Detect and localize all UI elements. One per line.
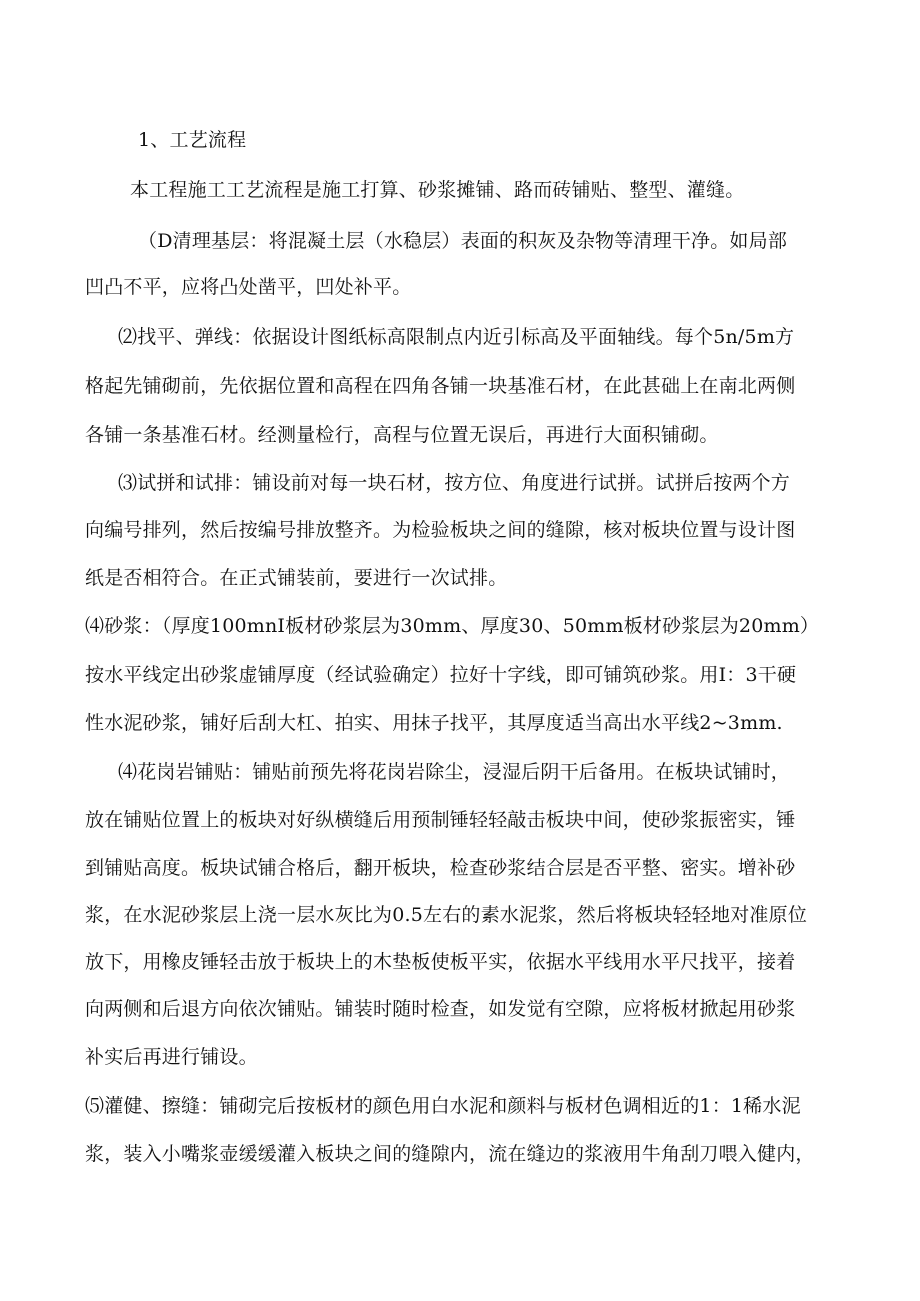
text-line: 到铺贴高度。板块试铺合格后，翻开板块，检查砂浆结合层是否平整、密实。增补砂 — [85, 857, 796, 879]
text-line: 各铺一条基准石材。经测量检行，高程与位置无误后，再进行大面积铺砌。 — [85, 424, 719, 446]
text-line: 性水泥砂浆，铺好后刮大杠、拍实、用抹子找平，其厚度适当高出水平线2~3mm. — [85, 712, 783, 734]
text-line: （D清理基层：将混凝土层（水稳层）表面的积灰及杂物等清理干净。如局部 — [138, 230, 788, 252]
text-line: 向两侧和后退方向依次铺贴。铺装时随时检查，如发觉有空隙，应将板材掀起用砂浆 — [85, 998, 796, 1020]
text-line: ⑷砂浆：（厚度100mnI板材砂浆层为30mm、厚度30、50mm板材砂浆层为20mm） — [85, 615, 820, 637]
text-line: 向编号排列，然后按编号排放整齐。为检验板块之间的缝隙，核对板块位置与设计图 — [85, 519, 796, 541]
text-line: ⑶试拼和试排：铺设前对每一块石材，按方位、角度进行试拼。试拼后按两个方 — [118, 472, 791, 494]
text-line: 浆，在水泥砂浆层上浇一层水灰比为0.5左右的素水泥浆，然后将板块轻轻地对准原位 — [85, 904, 808, 926]
text-line: 补实后再进行铺设。 — [85, 1046, 258, 1068]
text-line: ⑷花岗岩铺贴：铺贴前预先将花岗岩除尘，浸湿后阴干后备用。在板块试铺时， — [118, 761, 791, 783]
text-line: 格起先铺砌前，先依据位置和高程在四角各铺一块基准石材，在此甚础上在南北两侧 — [85, 375, 796, 397]
text-line: 纸是否相符合。在正式铺装前，要进行一次试排。 — [85, 567, 508, 589]
section-heading: 1、工艺流程 — [138, 129, 247, 151]
text-line: 本工程施工工艺流程是施工打算、砂浆摊铺、路而砖铺贴、整型、灌缝。 — [130, 179, 745, 201]
text-line: 放在铺贴位置上的板块对好纵横缝后用预制锤轻轻敲击板块中间，使砂浆振密实，锤 — [85, 809, 796, 831]
text-line: 放下，用橡皮锤轻击放于板块上的木垫板使板平实，依据水平线用水平尺找平，接着 — [85, 951, 796, 973]
text-line: ⑸灌健、擦缝：铺砌完后按板材的颜色用白水泥和颜料与板材色调相近的1：1稀水泥 — [85, 1095, 801, 1117]
text-line: ⑵找平、弹线：依据设计图纸标高限制点内近引标高及平面轴线。每个5n∕5m方 — [118, 326, 795, 348]
text-line: 浆，装入小嘴浆壶缓缓灌入板块之间的缝隙内，流在缝边的浆液用牛角刮刀喂入健内， — [85, 1143, 815, 1165]
text-line: 凹凸不平，应将凸处凿平，凹处补平。 — [85, 276, 412, 298]
text-line: 按水平线定出砂浆虚铺厚度（经试验确定）拉好十字线，即可铺筑砂浆。用I：3干硬 — [85, 664, 797, 686]
